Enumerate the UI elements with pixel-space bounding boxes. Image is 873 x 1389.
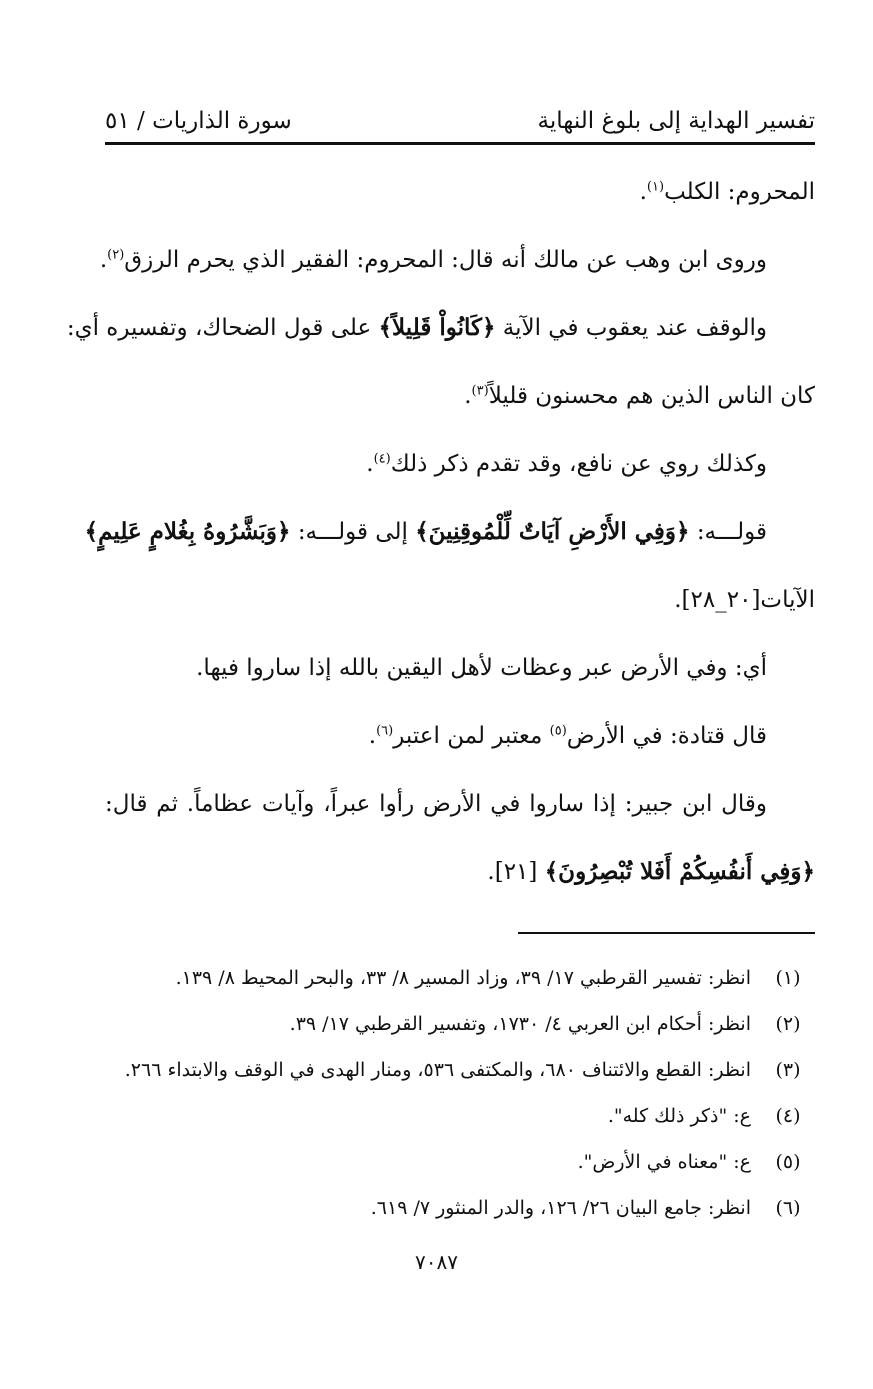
text-line <box>105 374 815 442</box>
text-line <box>99 238 815 306</box>
quran-verse: ﴿وَبَشَّرُوهُ بِغُلامٍ عَلِيمٍ﴾ <box>84 518 291 545</box>
line-text: وكذلك روي عن نافع، وقد تقدم ذكر ذلك <box>390 451 767 477</box>
line-text: . <box>99 247 108 273</box>
main-text <box>66 170 815 918</box>
line-text: كان الناس الذين هم محسنون قليلاً <box>488 383 815 409</box>
footnote-ref[interactable]: (٢) <box>107 247 125 263</box>
text-line <box>105 170 815 238</box>
line-text: قال قتادة: في الأرض <box>566 723 767 749</box>
text-line <box>105 714 815 782</box>
footnote-ref[interactable]: (٦) <box>376 723 394 739</box>
line-text: والوقف عند يعقوب في الآية <box>502 315 767 341</box>
text-line <box>105 578 815 646</box>
footnote <box>105 958 817 1004</box>
surah-title: سورة الذاريات / ٥١ <box>105 108 292 134</box>
line-text: أي: وفي الأرض عبر وعظات لأهل اليقين بالله إذا ساروا فيها. <box>196 655 767 681</box>
footnote-text: ع: "ذكر ذلك كله". <box>607 1105 751 1127</box>
text-line <box>66 306 815 374</box>
footnote <box>105 1188 817 1234</box>
footnote-text: ع: "معناه في الأرض". <box>577 1151 751 1173</box>
footnote-number: (١) <box>775 967 801 989</box>
footnote-ref[interactable]: (٣) <box>471 383 489 399</box>
verse-range: الآيات[٢٠_٢٨]. <box>674 587 815 613</box>
footnote <box>105 1142 817 1188</box>
footnote-number: (٥) <box>775 1151 801 1173</box>
line-text: . <box>368 723 377 749</box>
footnote <box>105 1096 817 1142</box>
footnote <box>105 1050 817 1096</box>
footnote-text: انظر: أحكام ابن العربي ٤/ ١٧٣٠، وتفسير القرطبي ١٧/ ٣٩. <box>289 1013 751 1035</box>
line-text: . <box>366 451 374 477</box>
footnote-number: (٢) <box>775 1013 801 1035</box>
line-text: على قول الضحاك، وتفسيره أي: <box>66 315 372 341</box>
line-text: إلى قولـــه: <box>297 519 408 545</box>
footnote-ref[interactable]: (٤) <box>373 451 391 467</box>
footnote-ref[interactable]: (٥) <box>549 723 567 739</box>
line-text: قولـــه: <box>696 519 767 545</box>
quran-verse: ﴿وَفِي الأَرْضِ آيَاتٌ لِّلْمُوقِنِينَ﴾ <box>415 518 690 545</box>
footnote-ref[interactable]: (١) <box>646 179 665 195</box>
line-text: . <box>464 383 472 409</box>
line-text: وروى ابن وهب عن مالك أنه قال: المحروم: الفقير الذي يحرم الرزق <box>124 247 767 273</box>
footnote <box>105 1004 817 1050</box>
line-text: . <box>639 179 647 205</box>
footnote-number: (٣) <box>775 1059 801 1081</box>
text-line <box>105 850 815 918</box>
running-header <box>105 100 815 134</box>
page-number: ٧٠٨٧ <box>415 1250 458 1274</box>
line-text: [٢١]. <box>487 859 545 885</box>
quran-verse: ﴿وَفِي أَنفُسِكُمْ أَفَلا تُبْصِرُونَ﴾ <box>544 858 815 885</box>
footnote-rule <box>518 932 815 934</box>
line-text: معتبر لمن اعتبر <box>393 723 550 749</box>
footnote-text: انظر: جامع البيان ٢٦/ ١٢٦، والدر المنثور ٧/ ٦١٩. <box>370 1197 751 1219</box>
header-rule <box>105 142 815 145</box>
text-line <box>84 510 815 578</box>
text-line <box>105 782 815 850</box>
footnotes <box>105 958 817 1234</box>
footnote-number: (٤) <box>775 1105 801 1127</box>
text-line <box>105 442 815 510</box>
line-text: المحروم: الكلب <box>664 179 815 205</box>
footnote-text: انظر: تفسير القرطبي ١٧/ ٣٩، وزاد المسير ٨/ ٣٣، والبحر المحيط ٨/ ١٣٩. <box>175 967 751 989</box>
book-title: تفسير الهداية إلى بلوغ النهاية <box>537 108 815 134</box>
footnote-number: (٦) <box>775 1197 801 1219</box>
footnote-text: انظر: القطع والائتناف ٦٨٠، والمكتفى ٥٣٦، ومنار الهدى في الوقف والابتداء ٢٦٦. <box>124 1059 751 1081</box>
text-line <box>105 646 815 714</box>
quran-verse: ﴿كَانُواْ قَلِيلاً﴾ <box>378 314 496 341</box>
line-text: وقال ابن جبير: إذا ساروا في الأرض رأوا عبراً، وآيات عظاماً. ثم قال: <box>105 791 767 817</box>
